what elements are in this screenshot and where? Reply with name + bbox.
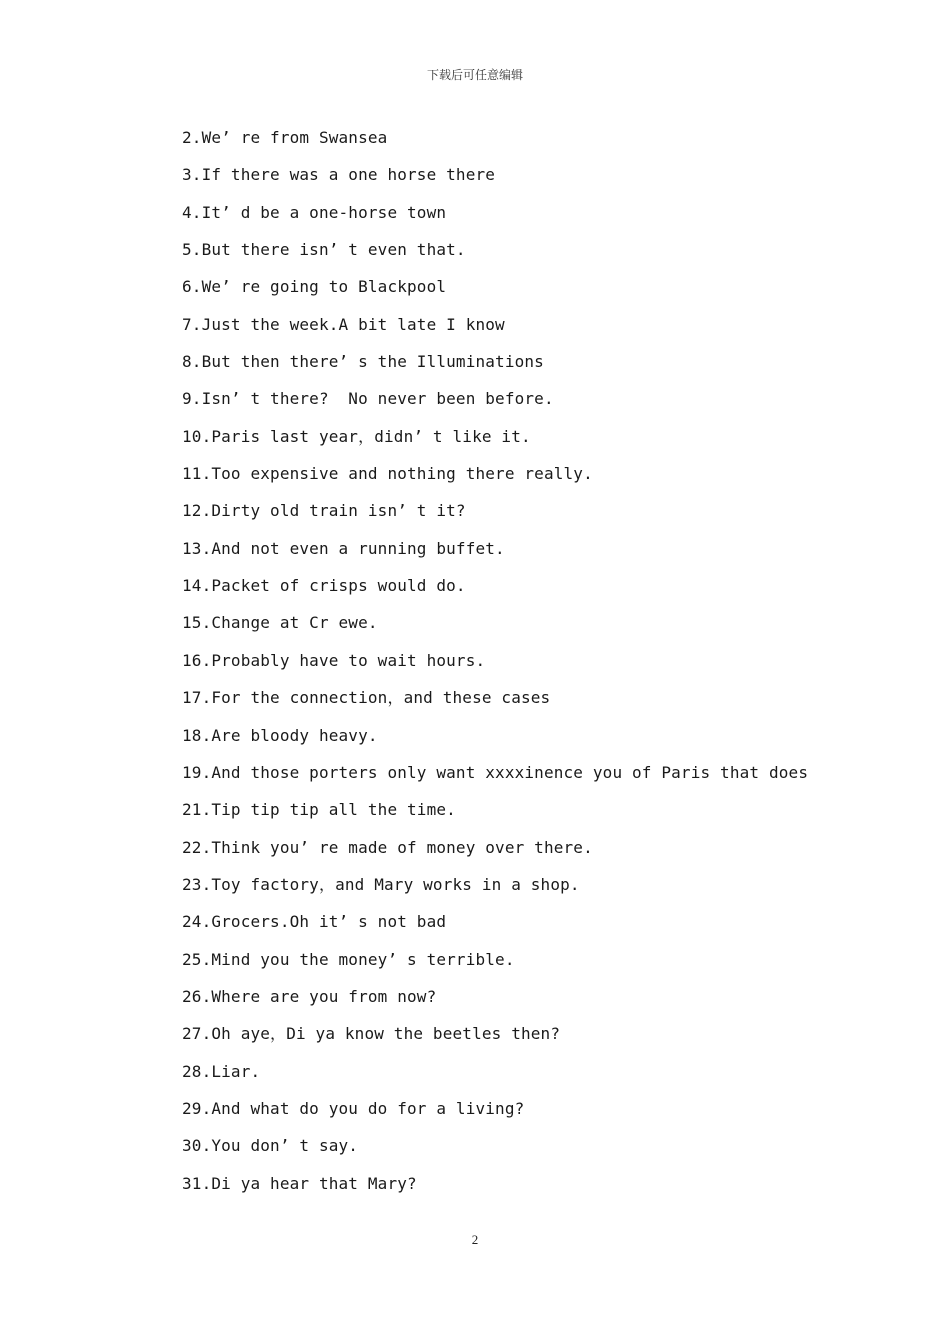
dialogue-line: 22.Think you’ re made of money over there.: [182, 837, 593, 857]
page-number: 2: [471, 1232, 479, 1247]
dialogue-line: 14.Packet of crisps would do.: [182, 576, 466, 596]
dialogue-line: 25.Mind you the money’ s terrible.: [182, 949, 515, 969]
dialogue-line: 23.Toy factory，and Mary works in a shop.: [182, 874, 580, 894]
dialogue-line: 7.Just the week.A bit late I know: [182, 314, 505, 334]
dialogue-line: 16.Probably have to wait hours.: [182, 650, 486, 670]
dialogue-line: 31.Di ya hear that Mary?: [182, 1173, 417, 1193]
dialogue-line: 17.For the connection，and these cases: [182, 688, 551, 708]
dialogue-line: 27.Oh aye，Di ya know the beetles then?: [182, 1024, 561, 1044]
dialogue-line: 5.But there isn’ t even that.: [182, 240, 466, 260]
dialogue-line: 3.If there was a one horse there: [182, 165, 496, 185]
dialogue-line: 30.You don’ t say.: [182, 1136, 359, 1156]
page-header-note: 下载后可任意编辑: [426, 68, 523, 82]
dialogue-line: 19.And those porters only want xxxxinence you of Paris that does: [182, 762, 809, 782]
dialogue-line: 26.Where are you from now?: [182, 986, 437, 1006]
dialogue-line: 11.Too expensive and nothing there really.: [182, 464, 593, 484]
dialogue-line: 13.And not even a running buffet.: [182, 538, 505, 558]
dialogue-line: 10.Paris last year，didn’ t like it.: [182, 426, 531, 446]
dialogue-line: 24.Grocers.Oh it’ s not bad: [182, 912, 447, 932]
dialogue-line: 4.It’ d be a one-horse town: [182, 202, 447, 222]
dialogue-line: 21.Tip tip tip all the time.: [182, 800, 456, 820]
dialogue-line: 2.We’ re from Swansea: [182, 128, 388, 147]
dialogue-lines: [182, 126, 882, 1209]
dialogue-line: 29.And what do you do for a living?: [182, 1098, 525, 1118]
dialogue-line: 15.Change at Cr ewe.: [182, 613, 378, 633]
dialogue-line: 6.We’ re going to Blackpool: [182, 277, 447, 297]
dialogue-line: 8.But then there’ s the Illuminations: [182, 352, 544, 372]
dialogue-line: 12.Dirty old train isn’ t it?: [182, 501, 466, 521]
dialogue-line: 18.Are bloody heavy.: [182, 725, 378, 745]
dialogue-line: 28.Liar.: [182, 1061, 261, 1081]
dialogue-line: 9.Isn’ t there? No never been before.: [182, 389, 554, 409]
